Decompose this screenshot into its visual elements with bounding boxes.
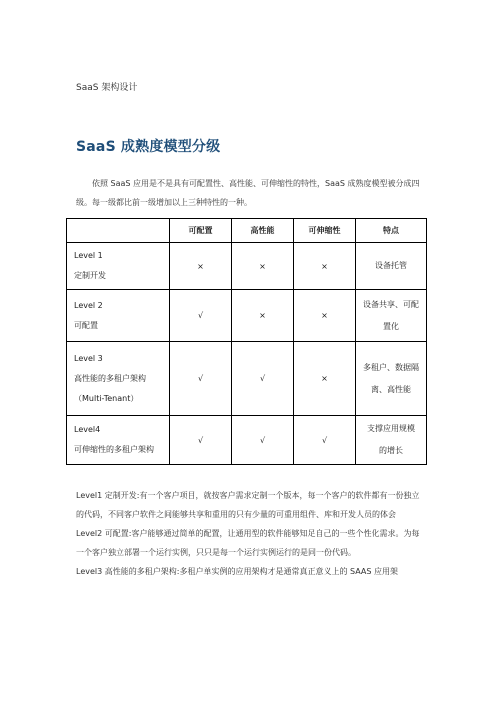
configurable-cell: √ xyxy=(170,416,232,465)
level-description: 高性能的多租户架构 xyxy=(74,373,146,383)
table-row xyxy=(67,416,427,465)
feature-line: 离、高性能 xyxy=(371,384,411,394)
configurable-cell: √ xyxy=(170,342,232,416)
performance-cell: √ xyxy=(232,342,294,416)
level-cell xyxy=(67,290,170,342)
configurable-cell: √ xyxy=(170,290,232,342)
feature-cell xyxy=(356,342,427,416)
header-cell-performance: 高性能 xyxy=(232,219,294,243)
performance-cell: × xyxy=(232,243,294,290)
header-cell-scalable: 可伸缩性 xyxy=(294,219,356,243)
feature-cell xyxy=(356,290,427,342)
level-name: Level4 xyxy=(74,425,101,434)
level-description: 可配置 xyxy=(74,320,98,330)
level-name: Level 2 xyxy=(74,300,103,310)
feature-line: 的增长 xyxy=(379,446,403,455)
feature-line: 置化 xyxy=(383,321,399,331)
header-cell-feature: 特点 xyxy=(356,219,427,243)
section-title: SaaS 成熟度模型分级 xyxy=(76,139,221,155)
table-header-row xyxy=(67,219,427,243)
level1-paragraph: Level1 定制开发:有一个客户项目，就按客户需求定制一个版本，每一个客户的软件都有一份独立的代码，不同客户软件之间能够共享和重用的只有少量的可重用组件、库和开发人员的体会 xyxy=(76,491,420,519)
body-text xyxy=(76,486,424,581)
feature-line: 设备共享、可配 xyxy=(363,299,419,309)
level-description: 可伸缩性的多租户架构 xyxy=(74,445,154,454)
maturity-table xyxy=(66,218,427,465)
feature-line: 设备托管 xyxy=(375,261,407,270)
feature-cell xyxy=(356,243,427,290)
feature-line: 支撑应用规模 xyxy=(367,424,415,433)
level2-paragraph: Level2 可配置:客户能够通过简单的配置，让通用型的软件能够知足自己的一些个性化需求。为每一个客户独立部署一个运行实例，只只是每一个运行实例运行的是同一份代码。 xyxy=(76,529,420,557)
level-cell xyxy=(67,342,170,416)
scalable-cell: × xyxy=(294,342,356,416)
scalable-cell: √ xyxy=(294,416,356,465)
level-name: Level 3 xyxy=(74,353,103,363)
feature-cell xyxy=(356,416,427,465)
document-header: SaaS 架构设计 xyxy=(76,83,138,93)
level-cell xyxy=(67,243,170,290)
configurable-cell: × xyxy=(170,243,232,290)
table-row xyxy=(67,342,427,416)
table-row xyxy=(67,290,427,342)
scalable-cell: × xyxy=(294,290,356,342)
intro-paragraph: 依照 SaaS 应用是不是具有可配置性、高性能、可伸缩性的特性，SaaS 成熟度模型被分成四级。每一级都比前一级增加以上三种特性的一种。 xyxy=(76,179,420,207)
level-note: （Multi-Tenant） xyxy=(74,393,139,403)
performance-cell: × xyxy=(232,290,294,342)
level-cell xyxy=(67,416,170,465)
scalable-cell: × xyxy=(294,243,356,290)
level-description: 定制开发 xyxy=(74,271,106,280)
performance-cell: √ xyxy=(232,416,294,465)
feature-line: 多租户、数据隔 xyxy=(363,362,419,372)
level-name: Level 1 xyxy=(74,251,103,260)
level3-paragraph: Level3 高性能的多租户架构:多租户单实例的应用架构才是通常真正意义上的 SAAS 应用架 xyxy=(76,567,399,576)
header-cell-configurable: 可配置 xyxy=(170,219,232,243)
header-cell-level xyxy=(67,219,170,243)
table-row xyxy=(67,243,427,290)
